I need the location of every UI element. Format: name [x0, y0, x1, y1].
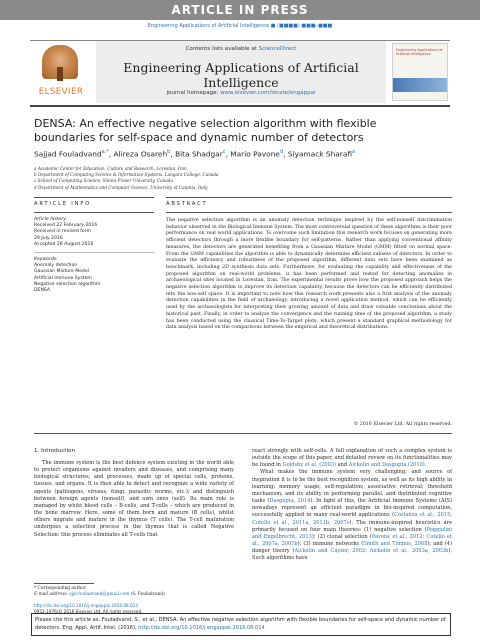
author-superscript[interactable]: a,* [101, 149, 109, 155]
keyword: DENSA [34, 288, 51, 294]
affiliation: a Academic Center for Education, Culture and Research, Lorestan, Iran [34, 166, 187, 171]
sciencedirect-link[interactable]: ScienceDirect [258, 46, 297, 52]
intro-paragraph: The immune system is the best defence system existing in the world able to protect organisms against invaders and diseases, and comprising many biological structures, and processes, made up of special cells, proteins, tissues, and organs. It is then able to detect and recognize a wide variety of agents (pathogens, viruses, fungi, parasitic worms, etc.); and distinguish between foreign agents (nonself), and own ones (self). Its main role is managed by white blood cells – B-cells, and T-cells – which are produced in the bone marrow. Here, some of them born and mature (B cells), whilst others migrate and mature in the thymus (T cells). The T-cell maturation undergoes a selection process in the thymus that is called Negative Selection: this process eliminates all T-cells that [34, 460, 234, 538]
author-name[interactable]: Sajjad Fouladvand [34, 149, 102, 159]
author-superscript[interactable]: d [279, 149, 284, 155]
journal-title: Engineering Applications of Artificial Intelligence [123, 60, 359, 90]
citation-text: Please cite this article as: Fouladvand, S., et al., DENSA: An effective negative selection algorithm with flexible boundaries for self-space and dynamic number of detectors. Eng. Appl. Artif. Intel. (2016), [35, 617, 446, 631]
article-info-heading: ARTICLE INFO [34, 201, 91, 207]
email-line [34, 592, 234, 598]
publisher-wordmark: ELSEVIER [38, 87, 84, 97]
history-entry: Received 22 February 2016 [34, 223, 98, 229]
author-name[interactable]: Mario Pavone [230, 149, 280, 159]
text-run: What makes the immune system very challenging, and source of inspiration it is to be the best recognition system, as well as its high ability in learning; memory usage; self-regulation; associative retrieval; threshold mechanism, and its ability in performing parallel, and distributed cognitive tasks ( [252, 469, 452, 505]
article-title [34, 117, 454, 145]
citation-link[interactable]: Pavone et al., 2012; Cutello et al., 2007a, 2007b [252, 533, 452, 548]
keyword: Gaussian Mixture Model [34, 269, 90, 275]
abstract-heading-rule [166, 212, 452, 213]
author-name[interactable]: Siyamack Sharafi [287, 149, 353, 159]
abstract-top-rule [166, 197, 452, 198]
homepage-prefix: journal homepage: [166, 90, 221, 96]
citation-box [31, 613, 451, 636]
title-line-1: DENSA: An effective negative selection algorithm with flexible [34, 117, 377, 130]
masthead-center [96, 41, 386, 103]
footnote [34, 586, 234, 598]
history-entry: 29 July 2016 [34, 235, 63, 241]
citation-link[interactable]: Aickelin and Dasgupta (2010) [348, 462, 425, 469]
history-entry: Accepted 26 August 2016 [34, 241, 94, 247]
corresponding-author-note: * Corresponding author. [34, 586, 87, 591]
doi-link[interactable]: http://dx.doi.org/10.1016/j.engappai.2016.08.014 [34, 603, 138, 608]
text-run: and [335, 462, 349, 469]
keyword: Anomaly detection [34, 263, 78, 269]
author-superscript[interactable]: b [167, 149, 171, 155]
masthead-bottom-rule [30, 105, 450, 107]
info-heading-rule [34, 212, 154, 213]
citation-link[interactable]: Costanza et al., 2015; Cutello et al., 2011a, 2011b, 2007c [252, 512, 452, 526]
keywords [34, 257, 154, 294]
text-run: react strongly with self-cells. A full explanation of such a complex system is outside the scope of this paper, and detailed review on its functionalities may be found in [252, 448, 452, 469]
title-line-2: boundaries for self-space and dynamic number of detectors [34, 131, 364, 144]
text-run: . [424, 462, 427, 469]
citation-link[interactable]: Aickelin and Cayzer, 2002; Aickelin et al., 2003a, 2003b [294, 548, 449, 555]
email-suffix: (S. Fouladvand). [129, 592, 167, 597]
author-name[interactable]: Bita Shadgar [175, 149, 223, 159]
cover-title: Engineering Applications of Artificial Intelligence [396, 48, 443, 56]
history-label: Article history: [34, 217, 68, 222]
keyword: Negative selection algorithm [34, 281, 101, 287]
affiliation: d Department of Mathematics and Computer Science, University of Catania, Italy [34, 184, 208, 190]
citation-doi-link[interactable]: http://dx.doi.org/10.1016/j.engappai.2016.08.014 [138, 625, 265, 631]
contents-line [96, 46, 386, 52]
author-list: Sajjad Fouladvand$^{a,*}$, Alireza Osareh$^b$, Bita Shadgar$^c$, Mario Pavone$^d$, Siyamack Sharafi$^a$ [34, 149, 356, 159]
abstract-heading: ABSTRACT [166, 201, 208, 207]
author-superscript[interactable]: a [352, 149, 356, 155]
intro-left-column [34, 460, 234, 539]
author-name[interactable]: Alireza Osareh [113, 149, 168, 159]
text-run: ); and (4) danger theory ( [252, 541, 452, 555]
article-in-press-banner: ARTICLE IN PRESS [0, 0, 480, 20]
introduction-heading: 1. Introduction [34, 448, 75, 454]
text-run: ). The immune-inspired heuristics are primarily focused on four main theories: (1) negative selection ( [252, 519, 452, 533]
journal-cover-thumbnail [392, 43, 448, 101]
text-run: ). In light of this, the Artificial Immune Systems (AIS) nowadays represent an efficient paradigm in bio-inspired computation, successfully applied in many real-world applications ( [252, 498, 452, 519]
intro-right-column [252, 448, 452, 563]
issn-line: 0952-1976/© 2016 Elsevier Ltd. All rights reserved. [34, 608, 143, 614]
abstract-bottom-rule [34, 433, 452, 434]
intro-paragraph [252, 448, 452, 469]
affiliation: b Department of Computing Science & Information Systems, Langara College, Canada [34, 172, 219, 178]
affiliation: c School of Computing Science, Simon Fraser University, Canada [34, 178, 173, 184]
text-run: ); (3) immune networks ( [297, 541, 364, 548]
affiliations [34, 166, 454, 191]
text-run: ); (2) clonal selection ( [311, 533, 372, 540]
abstract-text: The negative selection algorithm is an anomaly detection technique inspired by the self-nonself discrimination behavior observed in the Biological Immune System. The most controversial question of these algorithms is their poor performance on real world applications. To overcome such limitation this research work focuses on generating more efficient detectors through a more flexible boundary for self-patterns. Rather than applying conventional affinity measures, the detectors are generated benefiting from a Gaussian Mixture Model (GMM) fitted on normal space. From the GMM capabilities the algorithm is able to dynamically determine efficient subsets of detectors. In order to evaluate the efficiency and robustness of the proposed algorithm, different data sets have been examined as benchmark, including 2D synthesis data sets. Furthermore, for evaluating the capability and effectiveness of the proposed algorithm on real-world problems, it has been performed and tested for detecting anomalies in archaeological sites located in Lorestan, Iran. The experimental results prove how the proposed approach helps the negative selection algorithm to improve its detection capability, because the detectors can be efficiently distributed into the non-self space. It is important to note how this research work presents also a first analysis of the anomaly detection capabilities in the field of archaeology, introducing a novel application method, which can be efficiently used by the archaeologists for interpreting their growing amount of data and draw valuable conclusions about the historical past. Finally, in order to analyze the convergence and the running time of the proposed algorithm, a study has been conducted using the classical Time-To-Target plots, which present a standard graphical methodology for data analysis based on the comparisons between the empirical and theoretical distributions. [166, 218, 452, 331]
history-entry: Received in revised form [34, 229, 91, 235]
footnote-rule [34, 583, 94, 584]
homepage-line [96, 90, 386, 96]
keyword: Artificial Immune System [34, 275, 92, 281]
article-history [34, 217, 154, 248]
citation-link[interactable]: Dasgupta, 2014 [269, 498, 311, 505]
author-superscript[interactable]: c [222, 149, 226, 155]
elsevier-tree-trunk [57, 67, 63, 81]
citation-link[interactable]: Smith and Timmis, 2008 [363, 541, 428, 548]
citation-link[interactable]: Poggiolini and Engelbrecht, 2013 [252, 526, 452, 540]
email-link[interactable]: sjjd.fouladvand@gmail.com [69, 592, 130, 597]
contents-prefix: Contents lists available at [185, 46, 259, 52]
journal-reference-link[interactable]: Engineering Applications of Artificial Intelligence ■ (■■■■) ■■■–■■■ [147, 23, 333, 29]
copyright-notice: © 2016 Elsevier Ltd. All rights reserved. [353, 422, 452, 427]
email-label: E-mail address: [34, 592, 70, 597]
info-divider [34, 252, 154, 253]
masthead [30, 41, 450, 105]
journal-homepage-link[interactable]: www.elsevier.com/locate/engappai [220, 90, 316, 96]
keywords-label: Keywords: [34, 257, 58, 262]
cover-band [393, 78, 447, 92]
text-run: ). Such algorithms have [252, 548, 452, 562]
intro-paragraph [252, 469, 452, 562]
elsevier-logo [30, 41, 92, 103]
info-top-rule [34, 197, 154, 198]
citation-link[interactable]: Goldsby et al. (2003) [282, 462, 336, 469]
